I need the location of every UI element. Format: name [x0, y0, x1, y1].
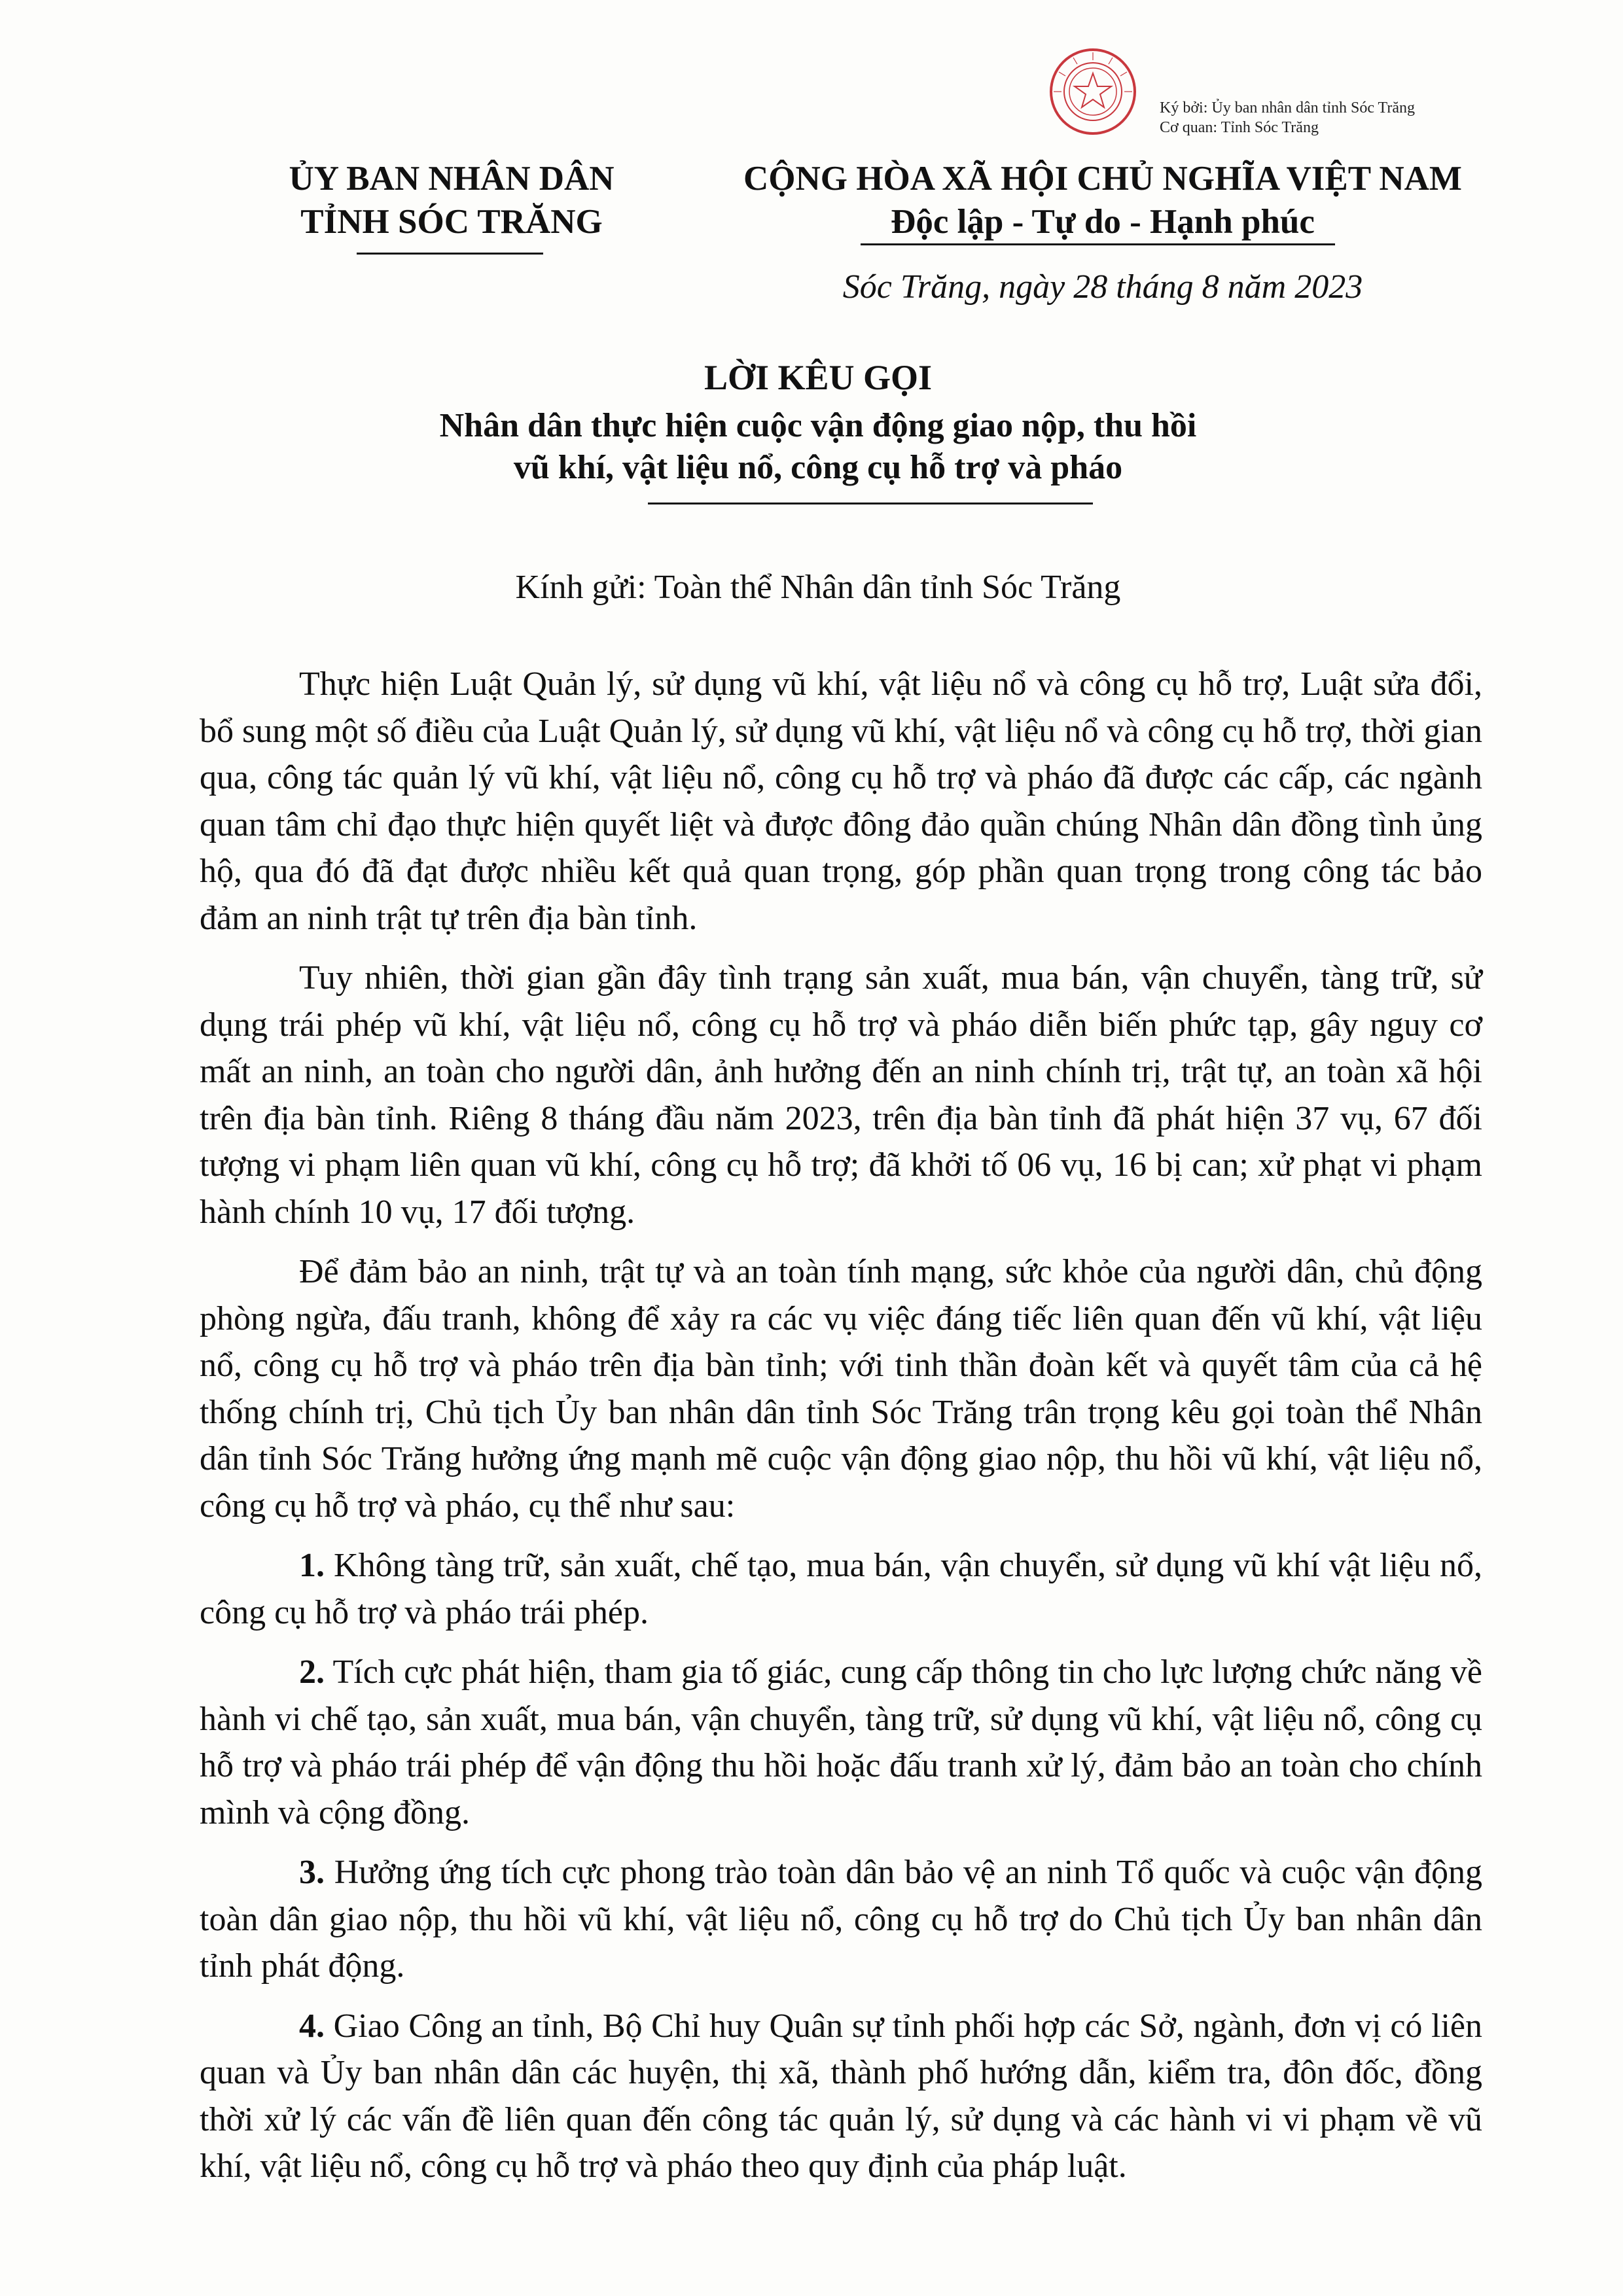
title-underline — [648, 503, 1093, 504]
paragraph-1: Thực hiện Luật Quản lý, sử dụng vũ khí, vật liệu nổ và công cụ hỗ trợ, Luật sửa đổi, bổ sung một số điều của Luật Quản lý, sử dụng vũ khí, vật liệu nổ và công cụ hỗ trợ, thời gian qua, công tác quản lý vũ khí, vật liệu nổ, công cụ hỗ trợ và pháo đã được các cấp, các ngành quan tâm chỉ đạo thực hiện quyết liệt và được đông đảo quần chúng Nhân dân đồng tình ủng hộ, qua đó đã đạt được nhiều kết quả quan trọng, góp phần quan trọng trong công tác bảo đảm an ninh trật tự trên địa bàn tỉnh. — [200, 665, 1482, 937]
document-date: Sóc Trăng, ngày 28 tháng 8 năm 2023 — [842, 268, 1363, 306]
title-subtitle-2: vũ khí, vật liệu nổ, công cụ hỗ trợ và pháo — [513, 449, 1123, 486]
list-item-2 — [200, 1649, 1482, 1836]
national-header — [700, 157, 1505, 309]
list-item-number: 3. — [299, 1854, 325, 1891]
list-item-text: Hưởng ứng tích cực phong trào toàn dân bảo vệ an ninh Tổ quốc và cuộc vận động toàn dân giao nộp, thu hồi vũ khí, vật liệu nổ, công cụ hỗ trợ do Chủ tịch Ủy ban nhân dân tỉnh phát động. — [200, 1854, 1482, 1985]
issuer-underline — [357, 253, 543, 255]
list-item-1 — [200, 1542, 1482, 1636]
signing-agency: Cơ quan: Tỉnh Sóc Trăng — [1160, 119, 1319, 136]
list-item-number: 1. — [299, 1547, 325, 1584]
nation-name: CỘNG HÒA XÃ HỘI CHỦ NGHĨA VIỆT NAM — [743, 160, 1462, 198]
salutation: Kính gửi: Toàn thể Nhân dân tỉnh Sóc Trăng — [515, 569, 1121, 606]
national-motto: Độc lập - Tự do - Hạnh phúc — [891, 203, 1315, 241]
document-title — [249, 357, 1387, 489]
list-item-number: 4. — [299, 2007, 325, 2045]
list-item-number: 2. — [299, 1653, 325, 1691]
list-item-text: Tích cực phát hiện, tham gia tố giác, cung cấp thông tin cho lực lượng chức năng về hành vi chế tạo, sản xuất, mua bán, vận chuyển, tàng trữ, sử dụng vũ khí, vật liệu nổ, công cụ hỗ trợ và pháo trái phép để vận động thu hồi hoặc đấu tranh xử lý, đảm bảo an toàn cho chính mình và cộng đồng. — [200, 1653, 1482, 1831]
paragraph-3: Để đảm bảo an ninh, trật tự và an toàn tính mạng, sức khỏe của người dân, chủ động phòng ngừa, đấu tranh, không để xảy ra các vụ việc đáng tiếc liên quan đến vũ khí, vật liệu nổ, công cụ hỗ trợ và pháo trên địa bàn tỉnh; với tinh thần đoàn kết và quyết tâm của cả hệ thống chính trị, Chủ tịch Ủy ban nhân dân tỉnh Sóc Trăng trân trọng kêu gọi toàn thể Nhân dân tỉnh Sóc Trăng hưởng ứng mạnh mẽ cuộc vận động giao nộp, thu hồi vũ khí, vật liệu nổ, công cụ hỗ trợ và pháo, cụ thể như sau: — [200, 1253, 1482, 1525]
issuer-line-1: ỦY BAN NHÂN DÂN — [289, 160, 615, 198]
issuer-header — [249, 157, 654, 243]
title-subtitle-1: Nhân dân thực hiện cuộc vận động giao nộp, thu hồi — [439, 407, 1197, 444]
list-item-text: Giao Công an tỉnh, Bộ Chỉ huy Quân sự tỉnh phối hợp các Sở, ngành, đơn vị có liên quan và Ủy ban nhân dân các huyện, thị xã, thành phố hướng dẫn, kiểm tra, đôn đốc, đồng thời xử lý các vấn đề liên quan đến công tác quản lý, sử dụng và các hành vi vi phạm về vũ khí, vật liệu nổ, công cụ hỗ trợ và pháo theo quy định của pháp luật. — [200, 2007, 1482, 2185]
list-item-3 — [200, 1849, 1482, 1990]
issuer-line-2: TỈNH SÓC TRĂNG — [300, 203, 603, 241]
title-main: LỜI KÊU GỌI — [704, 358, 933, 397]
paragraph-2: Tuy nhiên, thời gian gần đây tình trạng sản xuất, mua bán, vận chuyển, tàng trữ, sử dụng trái phép vũ khí, vật liệu nổ, công cụ hỗ trợ và pháo diễn biến phức tạp, gây nguy cơ mất an ninh, an toàn cho người dân, ảnh hưởng đến an ninh chính trị, trật tự, an toàn xã hội trên địa bàn tỉnh. Riêng 8 tháng đầu năm 2023, trên địa bàn tỉnh đã phát hiện 37 vụ, 67 đối tượng vi phạm liên quan vũ khí, công cụ hỗ trợ; đã khởi tố 06 vụ, 16 bị can; xử phạt vi phạm hành chính 10 vụ, 17 đối tượng. — [200, 959, 1482, 1231]
document-body — [200, 661, 1482, 2203]
official-seal-icon — [1047, 46, 1139, 137]
list-item-text: Không tàng trữ, sản xuất, chế tạo, mua bán, vận chuyển, sử dụng vũ khí vật liệu nổ, công cụ hỗ trợ và pháo trái phép. — [200, 1547, 1483, 1631]
signed-by: Ký bởi: Ủy ban nhân dân tỉnh Sóc Trăng — [1160, 99, 1416, 116]
digital-signature-info — [1160, 98, 1415, 137]
list-item-4 — [200, 2003, 1482, 2190]
motto-underline — [861, 243, 1335, 245]
